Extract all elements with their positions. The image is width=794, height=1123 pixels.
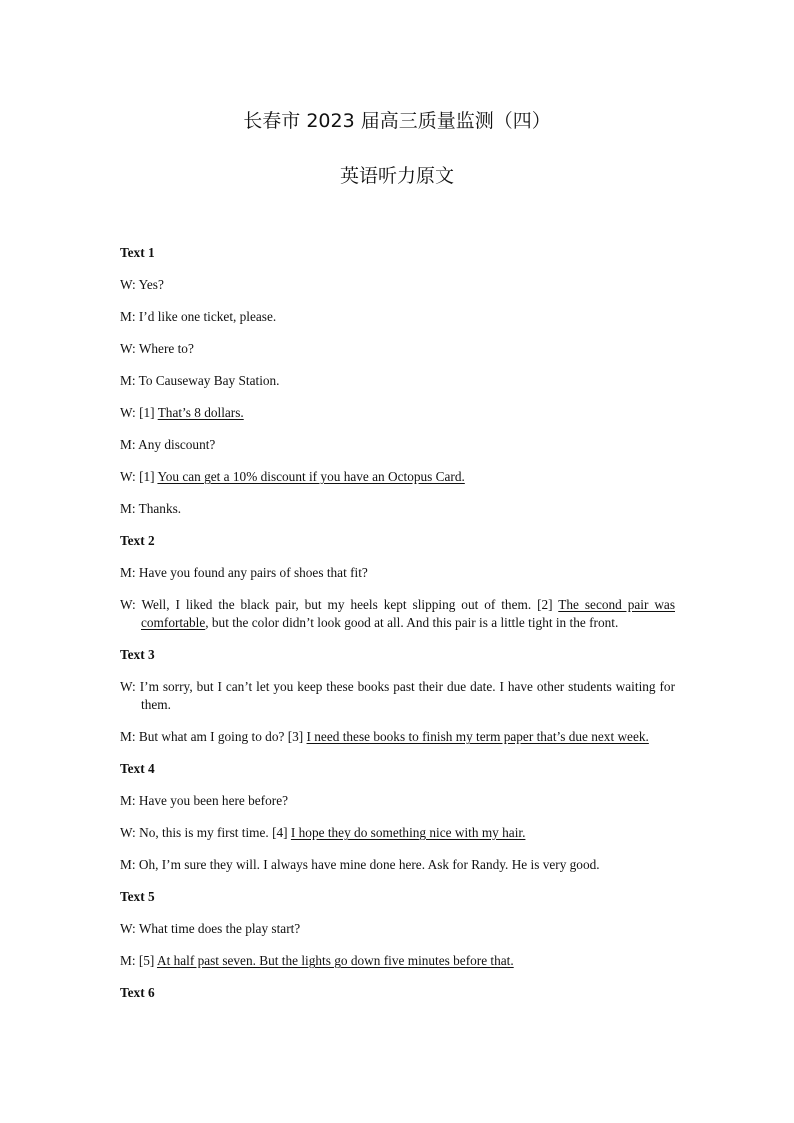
dialogue-line	[120, 404, 675, 422]
speaker-label: W:	[120, 405, 136, 420]
dialogue-line	[120, 372, 675, 390]
line-text: I’d like one ticket, please.	[138, 309, 277, 324]
dialogue-line	[120, 500, 675, 518]
speaker-label: W:	[120, 679, 136, 694]
speaker-label: M:	[120, 857, 136, 872]
section-title: Text 1	[120, 245, 155, 260]
speaker-label: W:	[120, 469, 136, 484]
line-text: , but the color didn’t look good at all. And this pair is a little tight in the front.	[205, 615, 619, 630]
speaker-label: M:	[120, 373, 136, 388]
line-gap	[120, 906, 675, 920]
section-gap	[120, 970, 675, 984]
text-section	[120, 646, 675, 760]
line-text: Have you been here before?	[138, 793, 288, 808]
line-text: Have you found any pairs of shoes that fit?	[138, 565, 368, 580]
section-title: Text 3	[120, 647, 155, 662]
speaker-label: M:	[120, 309, 136, 324]
speaker-label: M:	[120, 437, 136, 452]
answer-underline: That’s 8 dollars.	[157, 405, 244, 420]
line-gap	[120, 486, 675, 500]
line-gap	[120, 454, 675, 468]
dialogue-line	[120, 276, 675, 294]
line-gap	[120, 262, 675, 276]
line-gap	[120, 664, 675, 678]
speaker-label: W:	[120, 341, 136, 356]
line-gap	[120, 778, 675, 792]
dialogue-line	[120, 468, 675, 486]
line-text: Where to?	[138, 341, 194, 356]
speaker-label: M:	[120, 793, 136, 808]
line-text: [5]	[138, 953, 157, 968]
answer-underline: At half past seven. But the lights go down five minutes before that.	[156, 953, 514, 968]
line-gap	[120, 326, 675, 340]
speaker-label: M:	[120, 565, 136, 580]
line-text: What time does the play start?	[138, 921, 301, 936]
text-section	[120, 532, 675, 646]
dialogue-line	[120, 564, 675, 582]
section-title: Text 4	[120, 761, 155, 776]
section-gap	[120, 874, 675, 888]
text-section	[120, 760, 675, 888]
text-section	[120, 244, 675, 532]
line-text: But what am I going to do? [3]	[138, 729, 307, 744]
answer-underline: You can get a 10% discount if you have an Octopus Card.	[157, 469, 465, 484]
line-text: Well, I liked the black pair, but my heels kept slipping out of them. [2]	[141, 597, 559, 612]
line-text: To Causeway Bay Station.	[138, 373, 280, 388]
dialogue-line	[120, 824, 675, 842]
dialogue-line	[120, 856, 675, 874]
answer-underline: The second pair was comfortable	[141, 597, 675, 630]
text-section	[120, 888, 675, 984]
line-text: Thanks.	[138, 501, 182, 516]
answer-underline: I hope they do something nice with my hair.	[290, 825, 526, 840]
line-text: Yes?	[138, 277, 164, 292]
line-gap	[120, 938, 675, 952]
line-text: No, this is my first time. [4]	[139, 825, 291, 840]
speaker-label: M:	[120, 501, 136, 516]
section-title: Text 5	[120, 889, 155, 904]
section-title: Text 2	[120, 533, 155, 548]
line-gap	[120, 422, 675, 436]
section-gap	[120, 746, 675, 760]
line-gap	[120, 294, 675, 308]
line-gap	[120, 550, 675, 564]
speaker-label: W:	[120, 597, 136, 612]
line-text: Oh, I’m sure they will. I always have mine done here. Ask for Randy. He is very good.	[138, 857, 600, 872]
dialogue-line	[120, 728, 675, 746]
section-gap	[120, 518, 675, 532]
line-text: Any discount?	[138, 437, 216, 452]
speaker-label: M:	[120, 729, 136, 744]
line-gap	[120, 358, 675, 372]
dialogue-line	[120, 792, 675, 810]
line-gap	[120, 842, 675, 856]
transcript-content	[120, 244, 675, 1016]
line-text: I’m sorry, but I can’t let you keep these books past their due date. I have other students waiting for them.	[139, 679, 676, 712]
line-gap	[120, 810, 675, 824]
answer-underline: I need these books to finish my term paper that’s due next week.	[306, 729, 649, 744]
dialogue-line	[120, 340, 675, 358]
document-title: 长春市 2023 届高三质量监测（四）	[243, 110, 551, 132]
speaker-label: W:	[120, 277, 136, 292]
dialogue-line	[120, 308, 675, 326]
speaker-label: W:	[120, 825, 136, 840]
document-subtitle: 英语听力原文	[339, 165, 454, 187]
line-gap	[120, 582, 675, 596]
dialogue-line	[120, 920, 675, 938]
dialogue-line	[120, 436, 675, 454]
dialogue-line	[120, 596, 675, 632]
dialogue-line	[120, 678, 675, 714]
line-text: [1]	[139, 405, 158, 420]
line-gap	[120, 390, 675, 404]
section-title: Text 6	[120, 985, 155, 1000]
text-section	[120, 984, 675, 1016]
speaker-label: W:	[120, 921, 136, 936]
section-gap	[120, 632, 675, 646]
line-text: [1]	[139, 469, 158, 484]
dialogue-line	[120, 952, 675, 970]
line-gap	[120, 714, 675, 728]
section-gap	[120, 1002, 675, 1016]
speaker-label: M:	[120, 953, 136, 968]
